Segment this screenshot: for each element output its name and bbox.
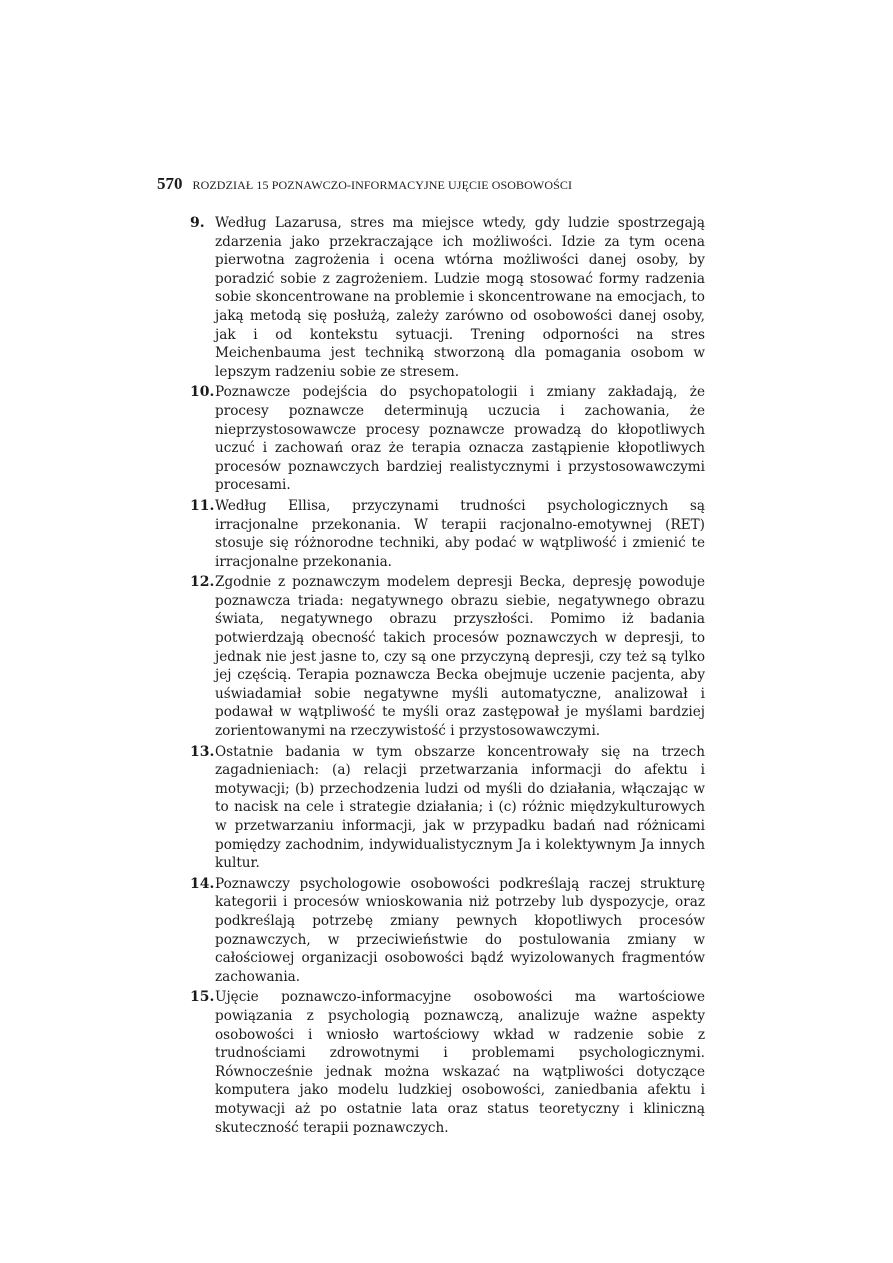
item-text: Ujęcie poznawczo-informacyjne osobowości ma wartościowe powiązania z psychologią poznawczą, analizuje ważne aspekty osobowości i wniosło wartościowy wkład w radzenie sobie z trudnościami zdrowotnymi i problemami psychologicznymi. Równocześnie jednak można wskazać na wątpliwości dotyczące komputera jako modelu ludzkiej osobowości, zaniedbania afektu i motywacji aż po ostatnie lata oraz status teoretyczny i kliniczną skuteczność terapii poznawczych. bbox=[215, 989, 705, 1136]
item-number: 10. bbox=[190, 384, 215, 401]
list-item bbox=[190, 214, 705, 381]
list-item bbox=[190, 573, 705, 740]
list-item bbox=[190, 875, 705, 987]
item-text: Zgodnie z poznawczym modelem depresji Becka, depresję powoduje poznawcza triada: negatywnego obrazu siebie, negatywnego obrazu świata, negatywnego obrazu przyszłości. Pomimo iż badania potwierdzają obecność takich procesów poznawczych w depresji, to jednak nie jest jasne to, czy są one przyczyną depresji, czy też są tylko jej częścią. Terapia poznawcza Becka obejmuje uczenie pacjenta, aby uświadamiał sobie negatywne myśli automatyczne, analizował i podawał w wątpliwość te myśli oraz zastępował je myślami bardziej zorientowanymi na rzeczywistość i przystosowawczymi. bbox=[215, 574, 705, 740]
running-head: ROZDZIAŁ 15 POZNAWCZO-INFORMACYJNE UJĘCIE OSOBOWOŚCI bbox=[192, 178, 573, 192]
item-number: 9. bbox=[190, 215, 205, 231]
item-number: 14. bbox=[190, 875, 215, 892]
item-number: 15. bbox=[190, 989, 215, 1006]
list-item bbox=[190, 743, 705, 873]
list-item bbox=[190, 497, 705, 571]
item-text: Według Lazarusa, stres ma miejsce wtedy, gdy ludzie spostrzegają zdarzenia jako przekraczające ich możliwości. Idzie za tym ocena pierwotna zagrożenia i ocena wtórna możliwości danej osoby, by poradzić sobie z zagrożeniem. Ludzie mogą stosować formy radzenia sobie skoncentrowane na problemie i skoncentrowane na emocjach, to jaką metodą się posłużą, zależy zarówno od osobowości danej osoby, jak i od kontekstu sytuacji. Trening odporności na stres Meichenbauma jest techniką stworzoną dla pomagania osobom w lepszym radzeniu sobie ze stresem. bbox=[215, 215, 705, 380]
item-text: Poznawczy psychologowie osobowości podkreślają raczej strukturę kategorii i procesów wnioskowania niż potrzeby lub dyspozycje, oraz podkreślają potrzebę zmiany pewnych kłopotliwych procesów poznawczych, w przeciwieństwie do postulowania zmiany w całościowej organizacji osobowości bądź wyizolowanych fragmentów zachowania. bbox=[215, 875, 705, 985]
page-number: 570 bbox=[157, 174, 183, 193]
item-number: 11. bbox=[190, 497, 215, 514]
summary-list bbox=[190, 214, 705, 1139]
item-number: 13. bbox=[190, 743, 215, 760]
page-header bbox=[157, 174, 717, 194]
item-text: Według Ellisa, przyczynami trudności psychologicznych są irracjonalne przekonania. W terapii racjonalno-emotywnej (RET) stosuje się różnorodne techniki, aby podać w wątpliwość i zmienić te irracjonalne przekonania. bbox=[215, 497, 705, 570]
list-item bbox=[190, 988, 705, 1137]
list-item bbox=[190, 383, 705, 495]
item-text: Ostatnie badania w tym obszarze koncentrowały się na trzech zagadnieniach: (a) relacji przetwarzania informacji do afektu i motywacji; (b) przechodzenia ludzi od myśli do działania, włączając w to nacisk na cele i strategie działania; i (c) różnic międzykulturowych w przetwarzaniu informacji, jak w przypadku badań nad różnicami pomiędzy zachodnim, indywidualistycznym Ja i kolektywnym Ja innych kultur. bbox=[215, 743, 705, 872]
item-number: 12. bbox=[190, 574, 215, 591]
item-text: Poznawcze podejścia do psychopatologii i zmiany zakładają, że procesy poznawcze determinują uczucia i zachowania, że nieprzystosowawcze procesy poznawcze prowadzą do kłopotliwych uczuć i zachowań oraz że terapia oznacza zastąpienie kłopotliwych procesów poznawczych bardziej realistycznymi i przystosowawczymi procesami. bbox=[215, 384, 705, 494]
